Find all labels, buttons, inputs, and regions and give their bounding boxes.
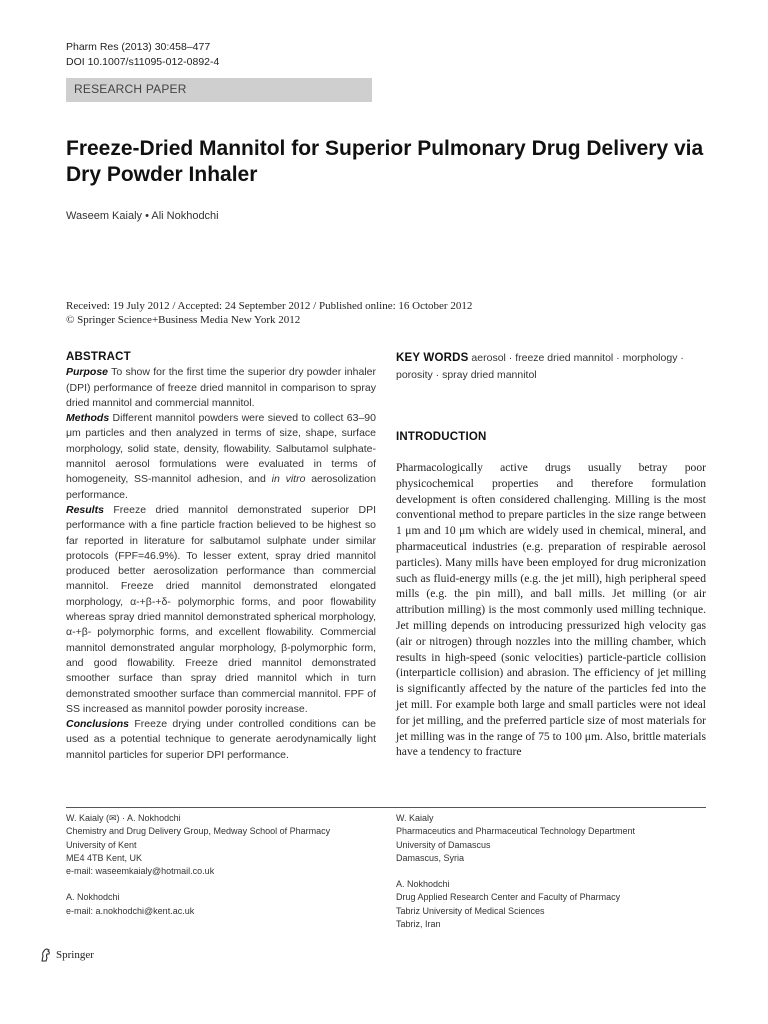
purpose-text: To show for the first time the superior dry powder inhaler (DPI) performance of freeze dried mannitol in comparison to spray dried mannitol and commercial mannitol.	[66, 366, 376, 409]
author-list: Waseem Kaialy • Ali Nokhodchi	[66, 210, 219, 222]
copyright-line: © Springer Science+Business Media New York 2012	[66, 314, 301, 326]
introduction-text: Pharmacologically active drugs usually betray poor physicochemical properties and therefore formulation development is often considered challenging. Milling is the most conventional method to prepare particles in the size range between 1 μm and 10 μm which are widely used in chemical, mineral, and pharmaceutical industries (e.g. preparation of respirable aerosol particles). Many mills have been employed for drug micronization such as fluid-energy mills (e.g. the jet mill), high peripheral speed mills (e.g. the pin mill), and ball mills. Jet milling (or air attribution milling) is the most commonly used milling technique. Jet milling depends on introducing pressurized high velocity gas (air or nitrogen) through nozzles into the milling chamber, which results in high-speed (sonic velocities) particle-particle collision (interparticle collision) and abrasion. The efficiency of jet milling is significantly affected by the nature of the particles fed into the jet mill. For example both large and small particles were not ideal for jet milling, and the preferred particle size of most materials for jet milling was in the range of 75 to 100 μm. Also, brittle materials have a tendency to fracture	[396, 461, 706, 759]
methods-label: Methods	[66, 412, 110, 425]
keywords-label: KEY WORDS	[396, 352, 469, 364]
abstract-methods	[66, 411, 376, 503]
article-type-label: RESEARCH PAPER	[74, 82, 187, 96]
affiliation-line: A. Nokhodchi	[396, 879, 450, 890]
article-type-banner	[66, 78, 372, 102]
affiliation-line: W. Kaialy	[396, 813, 434, 823]
abstract-purpose	[66, 365, 376, 411]
abstract-conclusions	[66, 717, 376, 763]
conclusions-label: Conclusions	[66, 718, 130, 731]
affiliation-block-nokhodchi-tabriz	[396, 878, 706, 931]
keywords-text: aerosol · freeze dried mannitol · morphology · porosity · spray dried mannitol	[396, 352, 684, 381]
history-line: Received: 19 July 2012 / Accepted: 24 September 2012 / Published online: 16 October 2012	[66, 300, 473, 312]
abstract-section	[66, 350, 376, 763]
affiliation-line: University of Kent	[66, 839, 137, 850]
affiliation-line: Damascus, Syria	[396, 852, 465, 863]
journal-line: Pharm Res (2013) 30:458–477	[66, 41, 211, 53]
keywords-section	[396, 350, 706, 384]
affiliations-right	[396, 812, 706, 944]
affiliation-line: A. Nokhodchi	[66, 892, 120, 903]
affiliation-line: Pharmaceutics and Pharmaceutical Technology Department	[396, 826, 635, 837]
journal-citation	[66, 40, 219, 70]
email-line[interactable]: e-mail: a.nokhodchi@kent.ac.uk	[66, 905, 195, 916]
affiliation-block-nokhodchi-email	[66, 891, 376, 918]
email-line[interactable]: e-mail: waseemkaialy@hotmail.co.uk	[66, 866, 215, 877]
results-text: Freeze dried mannitol demonstrated superior DPI performance with a fine particle fraction believed to be highest so far reported in literature for salbutamol sulphate under similar protocols (FPF=46.9%). To lesser extent, spray dried mannitol produced better aerosolization performance than commercial mannitol. Freeze dried mannitol demonstrated elongated morphology, α-+β-+δ- polymorphic forms, and poor flowability whereas spray dried mannitol demonstrated spherical morphology, α-+β- polymorphic forms, and excellent flowability. Commercial mannitol demonstrated angular morphology, β-polymorphic form, and good flowability. Freeze dried mannitol demonstrated smoother surface than spray dried mannitol which in turn demonstrated smoother surface than commercial mannitol. FPF of SS increased as mannitol powder porosity increase.	[66, 503, 376, 715]
affiliations-left	[66, 812, 376, 931]
affiliation-line: Tabriz University of Medical Sciences	[396, 905, 545, 916]
publication-dates	[66, 299, 472, 327]
affiliation-line: Tabriz, Iran	[396, 919, 441, 930]
paper-title: Freeze-Dried Mannitol for Superior Pulmonary Drug Delivery via Dry Powder Inhaler	[66, 137, 704, 186]
publisher-name: Springer	[56, 949, 94, 961]
purpose-label: Purpose	[66, 366, 109, 379]
affiliation-block-kaialy-kent	[66, 812, 376, 878]
conclusions-text: Freeze drying under controlled conditions can be used as a potential technique to generate aerodynamically light mannitol particles for superior DPI performance.	[66, 718, 376, 761]
affiliation-block-kaialy-damascus	[396, 812, 706, 865]
affiliation-line: ME4 4TB Kent, UK	[66, 852, 143, 863]
springer-horse-icon	[40, 948, 52, 962]
affiliation-line: W. Kaialy (✉) · A. Nokhodchi	[66, 813, 181, 823]
introduction-heading: INTRODUCTION	[396, 431, 487, 443]
methods-text-end: aerosolization performance.	[66, 473, 376, 501]
affiliation-line: Drug Applied Research Center and Faculty of Pharmacy	[396, 892, 621, 903]
footnote-divider	[66, 807, 706, 808]
abstract-heading: ABSTRACT	[66, 351, 131, 363]
publisher-footer	[40, 948, 94, 962]
abstract-results	[66, 503, 376, 717]
methods-italic: in vitro	[271, 473, 306, 486]
methods-text: Different mannitol powders were sieved to collect 63–90 μm particles and then analyzed in terms of size, shape, surface morphology, solid state, density, flowability. Salbutamol sulphate-mannitol aerosol formulations were evaluated in terms of homogeneity, SS-mannitol adhesion, and	[66, 412, 376, 486]
results-label: Results	[66, 503, 104, 516]
doi-line: DOI 10.1007/s11095-012-0892-4	[66, 56, 220, 68]
affiliation-line: University of Damascus	[396, 839, 491, 850]
affiliation-line: Chemistry and Drug Delivery Group, Medway School of Pharmacy	[66, 826, 331, 837]
